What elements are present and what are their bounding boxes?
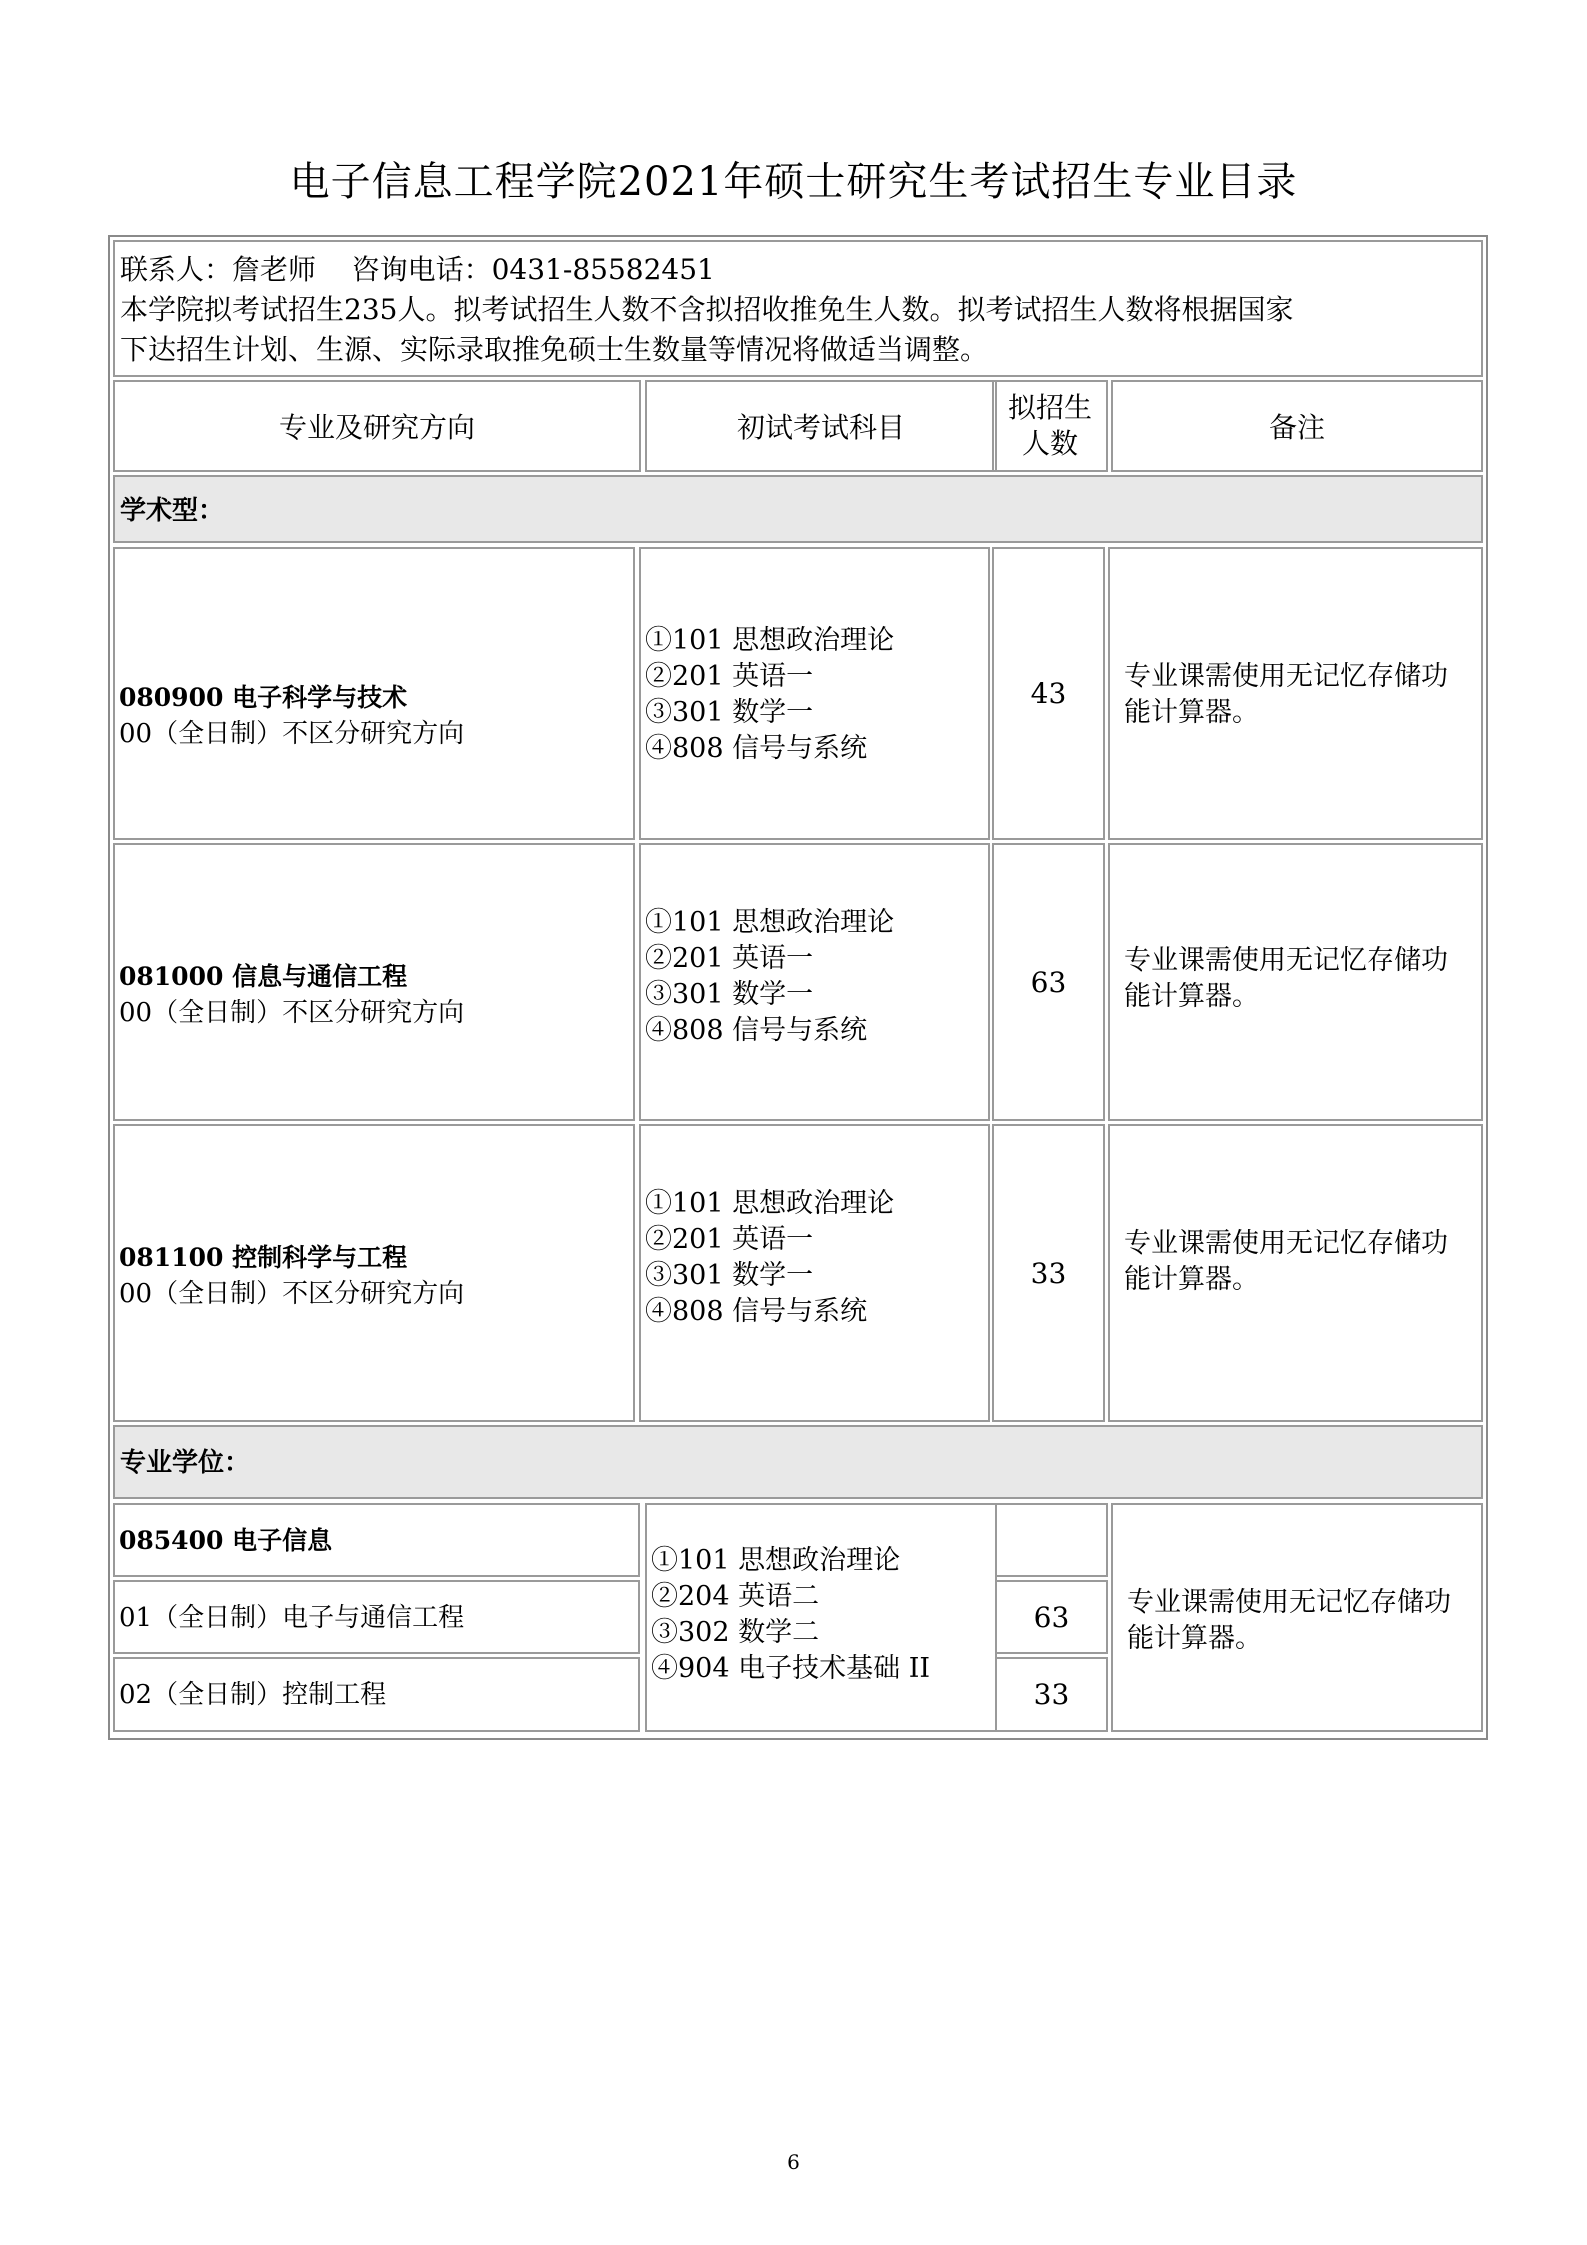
section-professional — [113, 1425, 1483, 1499]
header-note — [1111, 380, 1483, 472]
row1-subject-2: ②201 英语一 — [645, 661, 814, 692]
pro-count-1-value: 63 — [1033, 1600, 1070, 1634]
row3-subject-3: ③301 数学一 — [645, 1260, 814, 1291]
header-count-line1: 拟招生 — [1007, 391, 1092, 424]
row1-count — [992, 547, 1105, 840]
row3-count — [992, 1124, 1105, 1422]
catalog-table — [108, 235, 1488, 1740]
pro-dir1-label: 01（全日制）电子与通信工程 — [119, 1603, 465, 1633]
row3-note-line2: 能计算器。 — [1124, 1264, 1259, 1295]
header-exam-label: 初试考试科目 — [736, 411, 905, 444]
pro-subject-4: ④904 电子技术基础 II — [651, 1653, 931, 1684]
row1-subject-4: ④808 信号与系统 — [645, 733, 868, 764]
page-title: 电子信息工程学院2021年硕士研究生考试招生专业目录 — [289, 159, 1298, 205]
pro-subject-2: ②204 英语二 — [651, 1581, 820, 1612]
row2-subject-2: ②201 英语一 — [645, 943, 814, 974]
row2-code-name: 081000 信息与通信工程 — [119, 962, 408, 991]
intro-line-2: 下达招生计划、生源、实际录取推免硕士生数量等情况将做适当调整。 — [120, 333, 989, 366]
header-count — [992, 380, 1108, 472]
pro-count-2 — [995, 1657, 1108, 1732]
row3-code-name: 081100 控制科学与工程 — [119, 1243, 408, 1272]
pro-dir2 — [113, 1657, 640, 1732]
row1-exam — [639, 547, 990, 840]
row2-count — [992, 843, 1105, 1121]
pro-count-2-value: 33 — [1033, 1678, 1070, 1711]
pro-exam — [645, 1503, 997, 1732]
pro-dir2-label: 02（全日制）控制工程 — [119, 1680, 387, 1710]
row1-subject-3: ③301 数学一 — [645, 697, 814, 728]
row3-exam — [639, 1124, 990, 1422]
row2-note-line2: 能计算器。 — [1124, 981, 1259, 1012]
row1-code-name: 080900 电子科学与技术 — [119, 683, 408, 712]
row2-note — [1108, 843, 1483, 1121]
row3-subject-1: ①101 思想政治理论 — [645, 1188, 895, 1219]
row3-major — [113, 1124, 635, 1422]
row3-subject-4: ④808 信号与系统 — [645, 1296, 868, 1327]
row2-subject-1: ①101 思想政治理论 — [645, 907, 895, 938]
row1-count-value: 43 — [1030, 677, 1067, 710]
row2-direction: 00（全日制）不区分研究方向 — [119, 998, 465, 1028]
section-academic — [113, 475, 1483, 543]
header-count-line2: 人数 — [1021, 427, 1078, 460]
section-professional-label: 专业学位： — [120, 1448, 251, 1478]
header-exam — [645, 380, 997, 472]
row2-subject-3: ③301 数学一 — [645, 979, 814, 1010]
row3-note — [1108, 1124, 1483, 1422]
row2-exam — [639, 843, 990, 1121]
pro-dir1 — [113, 1580, 640, 1654]
pro-count-1 — [995, 1580, 1108, 1654]
pro-note — [1111, 1503, 1483, 1732]
row1-note — [1108, 547, 1483, 840]
row2-subject-4: ④808 信号与系统 — [645, 1015, 868, 1046]
header-major — [113, 380, 641, 472]
pro-subject-1: ①101 思想政治理论 — [651, 1545, 901, 1576]
row2-note-line1: 专业课需使用无记忆存储功 — [1124, 945, 1448, 976]
row1-subject-1: ①101 思想政治理论 — [645, 625, 895, 656]
row1-major — [113, 547, 635, 840]
row1-direction: 00（全日制）不区分研究方向 — [119, 719, 465, 749]
page-number: 6 — [787, 2150, 800, 2174]
pro-major — [113, 1503, 640, 1577]
pro-count-empty — [995, 1503, 1108, 1577]
row3-subject-2: ②201 英语一 — [645, 1224, 814, 1255]
row1-note-line1: 专业课需使用无记忆存储功 — [1124, 661, 1448, 692]
pro-note-line1: 专业课需使用无记忆存储功 — [1127, 1587, 1451, 1618]
row3-count-value: 33 — [1030, 1256, 1067, 1290]
pro-note-line2: 能计算器。 — [1127, 1623, 1262, 1654]
row1-note-line2: 能计算器。 — [1124, 697, 1259, 728]
row2-count-value: 63 — [1030, 965, 1067, 999]
row2-major — [113, 843, 635, 1121]
pro-code-name: 085400 电子信息 — [119, 1526, 333, 1555]
pro-subject-3: ③302 数学二 — [651, 1617, 820, 1648]
contact-line: 联系人：詹老师 咨询电话：0431-85582451 — [120, 253, 715, 286]
intro-line-1: 本学院拟考试招生235人。拟考试招生人数不含拟招收推免生人数。拟考试招生人数将根据国家 — [120, 293, 1294, 326]
intro-block — [113, 240, 1483, 377]
header-note-label: 备注 — [1268, 411, 1325, 444]
header-major-label: 专业及研究方向 — [278, 411, 475, 444]
row3-note-line1: 专业课需使用无记忆存储功 — [1124, 1228, 1448, 1259]
row3-direction: 00（全日制）不区分研究方向 — [119, 1279, 465, 1309]
section-academic-label: 学术型： — [120, 496, 225, 526]
